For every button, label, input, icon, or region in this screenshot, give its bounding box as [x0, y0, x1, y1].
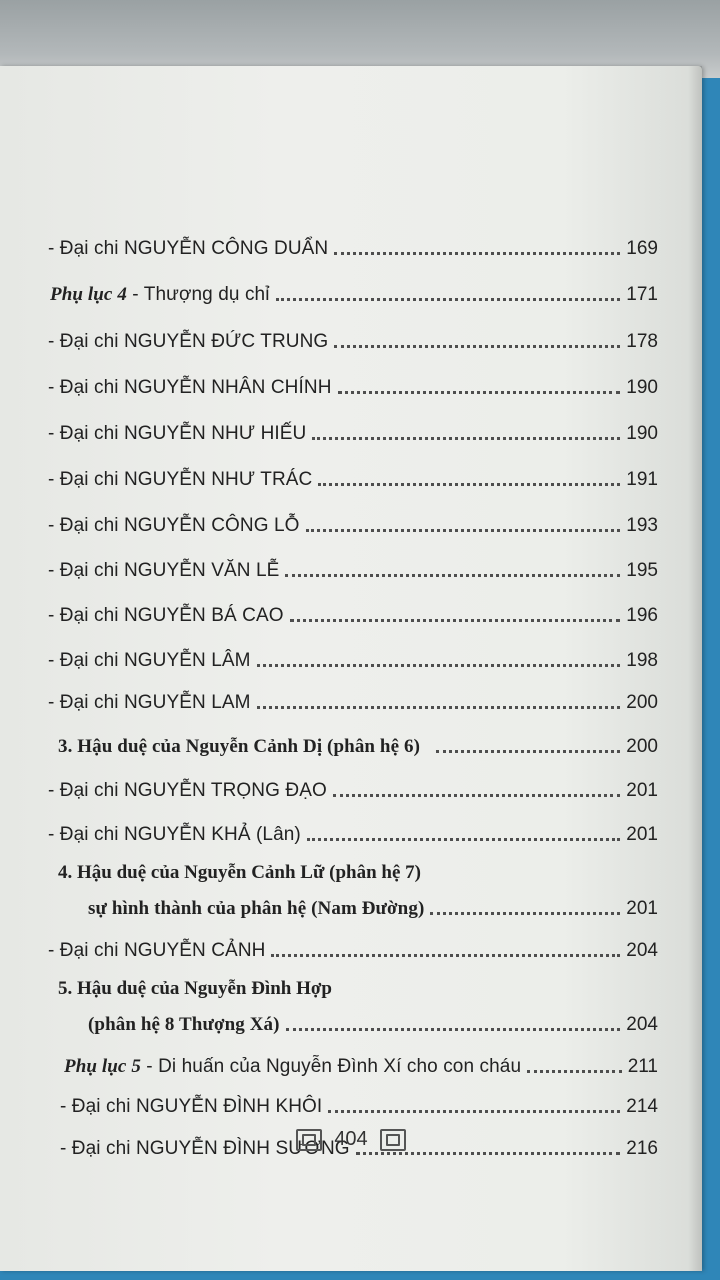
entry-page: 190: [626, 377, 658, 398]
dot-leader: [306, 529, 621, 532]
toc-entry: [0, 1078, 702, 1118]
dot-leader: [286, 1028, 621, 1031]
entry-prefix: - Đại chi: [48, 780, 124, 801]
dot-leader: [307, 838, 620, 841]
entry-page: 204: [626, 1014, 658, 1035]
toc-entry: [0, 762, 702, 802]
entry-prefix: - Đại chi: [48, 469, 124, 490]
ornament-icon: [296, 1129, 322, 1151]
entry-page: 191: [626, 469, 658, 490]
dot-leader: [334, 345, 620, 348]
toc-entry-appendix: [0, 1038, 702, 1078]
toc-entry: [0, 405, 702, 445]
entry-page: 214: [626, 1096, 658, 1117]
entry-title: NGUYỄN CÔNG LỖ: [123, 515, 300, 536]
dot-leader: [318, 483, 620, 486]
page-footer: [0, 1128, 702, 1151]
entry-title: NGUYỄN NHƯ TRÁC: [123, 469, 313, 490]
dot-leader: [430, 912, 620, 915]
section-title: 3. Hậu duệ của Nguyễn Cảnh Dị (phân hệ 6): [58, 736, 421, 757]
entry-title: NGUYỄN KHẢ (Lân): [123, 824, 301, 845]
entry-prefix: - Đại chi: [48, 423, 124, 444]
entry-page: 193: [626, 515, 658, 536]
entry-page: 171: [626, 284, 658, 305]
entry-title: NGUYỄN NHÂN CHÍNH: [123, 377, 332, 398]
entry-prefix: - Đại chi: [48, 331, 124, 352]
book-page: [0, 66, 702, 1271]
entry-page: 169: [626, 238, 658, 259]
dot-leader: [257, 706, 621, 709]
entry-prefix: - Đại chi: [48, 238, 124, 259]
toc-entry: [0, 359, 702, 399]
entry-page: 198: [626, 650, 658, 671]
dot-leader: [285, 574, 620, 577]
toc-entry: [0, 806, 702, 846]
entry-title: NGUYỄN LAM: [123, 692, 251, 713]
entry-title: NGUYỄN LÂM: [123, 650, 251, 671]
toc-entry: [0, 587, 702, 627]
dot-leader: [328, 1110, 620, 1113]
entry-title: NGUYỄN BÁ CAO: [123, 605, 284, 626]
dot-leader: [312, 437, 620, 440]
toc-entry: [0, 451, 702, 491]
entry-page: 200: [626, 736, 658, 757]
toc-entry: [0, 220, 702, 260]
entry-page: 201: [626, 824, 658, 845]
dot-leader: [356, 1152, 621, 1155]
section-title-line2: sự hình thành của phân hệ (Nam Đường): [88, 898, 425, 919]
entry-prefix: - Đại chi: [48, 377, 124, 398]
entry-page: 216: [626, 1138, 658, 1159]
entry-page: 196: [626, 605, 658, 626]
dot-leader: [257, 664, 621, 667]
appendix-label: Phụ lục 5: [64, 1056, 141, 1077]
entry-page: 178: [626, 331, 658, 352]
dot-leader: [436, 750, 620, 753]
dot-leader: [334, 252, 620, 255]
page-number: 404: [334, 1128, 368, 1150]
entry-title: NGUYỄN CÔNG DUẨN: [123, 238, 329, 259]
entry-page: 200: [626, 692, 658, 713]
toc-entry: [0, 542, 702, 582]
toc-section-heading: [0, 718, 702, 758]
dot-leader: [333, 794, 620, 797]
entry-page: 211: [627, 1056, 658, 1077]
section-title-line1: 4. Hậu duệ của Nguyễn Cảnh Lữ (phân hệ 7): [58, 862, 421, 883]
entry-prefix: - Đại chi: [48, 824, 124, 845]
entry-title: NGUYỄN VĂN LỄ: [123, 560, 280, 581]
entry-page: 190: [626, 423, 658, 444]
entry-prefix: - Đại chi: [48, 692, 124, 713]
entry-prefix: - Đại chi: [48, 940, 124, 961]
toc-entry: [0, 922, 702, 962]
table-of-contents: [0, 66, 702, 1271]
ornament-icon: [380, 1129, 406, 1151]
entry-prefix: - Đại chi: [48, 650, 124, 671]
dot-leader: [271, 954, 620, 957]
entry-page: 201: [626, 780, 658, 801]
toc-entry: [0, 497, 702, 537]
section-title-line2: (phân hệ 8 Thượng Xá): [88, 1014, 280, 1035]
appendix-label: Phụ lục 4: [50, 284, 127, 305]
entry-prefix: - Đại chi: [48, 515, 124, 536]
entry-title: - Thượng dụ chỉ: [126, 284, 270, 305]
entry-title: NGUYỄN ĐỨC TRUNG: [123, 331, 329, 352]
toc-entry: [0, 313, 702, 353]
dot-leader: [276, 298, 621, 301]
entry-prefix: - Đại chi: [60, 1138, 136, 1159]
dot-leader: [290, 619, 621, 622]
toc-entry: [0, 632, 702, 672]
entry-page: 195: [626, 560, 658, 581]
entry-prefix: - Đại chi: [48, 560, 124, 581]
entry-title: NGUYỄN CẢNH: [123, 940, 266, 961]
dot-leader: [527, 1070, 622, 1073]
entry-title: - Di huấn của Nguyễn Đình Xí cho con cháu: [140, 1056, 522, 1077]
entry-prefix: - Đại chi: [48, 605, 124, 626]
entry-page: 204: [626, 940, 658, 961]
entry-title: NGUYỄN NHƯ HIẾU: [123, 423, 307, 444]
toc-entry-appendix: [0, 266, 702, 306]
toc-section-heading: [0, 880, 702, 920]
entry-prefix: - Đại chi: [60, 1096, 136, 1117]
section-title-line1: 5. Hậu duệ của Nguyễn Đình Hợp: [58, 978, 332, 999]
toc-entry: [0, 674, 702, 714]
entry-title: NGUYỄN ĐÌNH SƯƠNG: [135, 1138, 350, 1159]
entry-page: 201: [626, 898, 658, 919]
entry-title: NGUYỄN TRỌNG ĐẠO: [123, 780, 327, 801]
entry-title: NGUYỄN ĐÌNH KHÔI: [135, 1096, 323, 1117]
toc-section-heading: [0, 996, 702, 1036]
dot-leader: [338, 391, 621, 394]
